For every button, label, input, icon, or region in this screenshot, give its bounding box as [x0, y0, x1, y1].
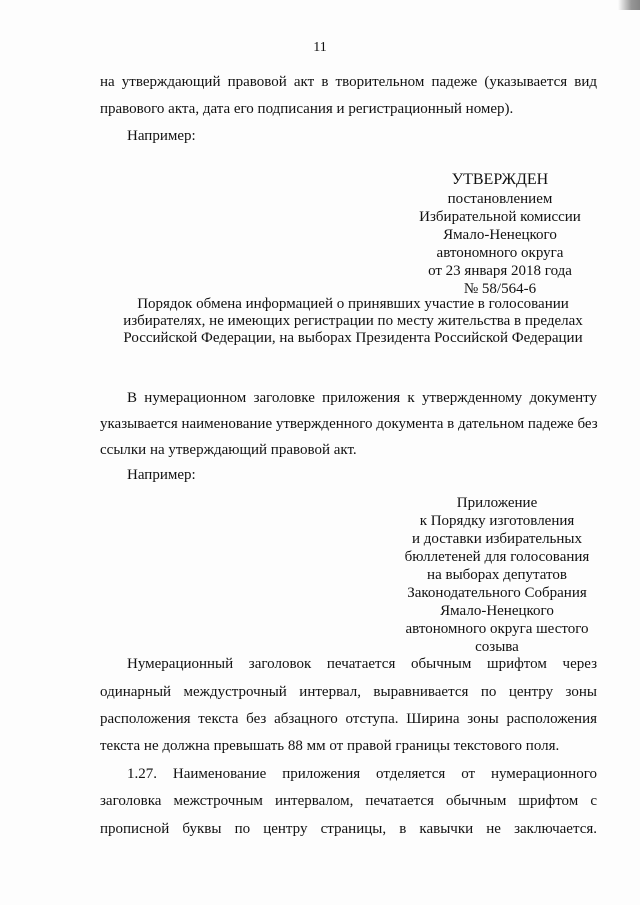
scan-artifact: [618, 0, 640, 10]
paragraph3-line-2: одинарный междустрочный интервал, выравнивается по центру зоны: [100, 684, 597, 700]
approval-stamp: [410, 170, 590, 298]
approval-line: от 23 января 2018 года: [428, 263, 572, 279]
intro-line-2: правового акта, дата его подписания и регистрационный номер).: [100, 101, 514, 117]
paragraph2-line-3: ссылки на утверждающий правовой акт.: [100, 442, 357, 458]
appendix-line: к Порядку изготовления: [419, 513, 575, 529]
appendix-line: автономного округа шестого: [405, 621, 589, 637]
appendix-line: Приложение: [456, 495, 538, 511]
paragraph3-line-3: расположения текста без абзацного отступа. Ширина зоны расположения: [100, 711, 597, 727]
approval-line: Избирательной комиссии: [419, 209, 581, 225]
example-label-1: Например:: [127, 128, 196, 144]
appendix-line: и доставки избирательных: [411, 531, 582, 547]
approval-line: Ямало-Ненецкого: [443, 227, 557, 243]
title-line: Российской Федерации, на выборах Президента Российской Федерации: [123, 330, 583, 346]
title-line: избирателях, не имеющих регистрации по месту жительства в пределах: [123, 313, 583, 329]
page-number: 11: [313, 40, 327, 55]
intro-line-1: на утверждающий правовой акт в творительном падеже (указывается вид: [100, 74, 597, 90]
example-label-2: Например:: [127, 467, 196, 483]
paragraph3-line-1: Нумерационный заголовок печатается обычным шрифтом через: [127, 656, 597, 672]
document-title: [112, 296, 594, 347]
paragraph3-line-4: текста не должна превышать 88 мм от правой границы текстового поля.: [100, 738, 560, 754]
approval-line: автономного округа: [436, 245, 564, 261]
approval-line: № 58/564-6: [463, 281, 537, 297]
appendix-line: бюллетеней для голосования: [404, 549, 590, 565]
approval-line: постановлением: [447, 191, 553, 207]
paragraph4-line-2: заголовка межстрочным интервалом, печатается обычным шрифтом с: [100, 793, 597, 809]
paragraph2-line-1: В нумерационном заголовке приложения к утвержденному документу: [127, 390, 597, 406]
appendix-line: Законодательного Собрания: [407, 585, 587, 601]
paragraph2-line-2: указывается наименование утвержденного документа в дательном падеже без: [100, 416, 598, 432]
appendix-line: Ямало-Ненецкого: [440, 603, 554, 619]
paragraph4-line-1: 1.27. Наименование приложения отделяется от нумерационного: [127, 766, 597, 782]
appendix-header: [392, 494, 602, 656]
appendix-line: созыва: [475, 639, 519, 655]
appendix-line: на выборах депутатов: [427, 567, 567, 583]
paragraph4-line-3: прописной буквы по центру страницы, в кавычки не заключается.: [100, 821, 597, 837]
approval-heading: УТВЕРЖДЕН: [451, 171, 549, 188]
title-line: Порядок обмена информацией о принявших участие в голосовании: [137, 296, 569, 312]
